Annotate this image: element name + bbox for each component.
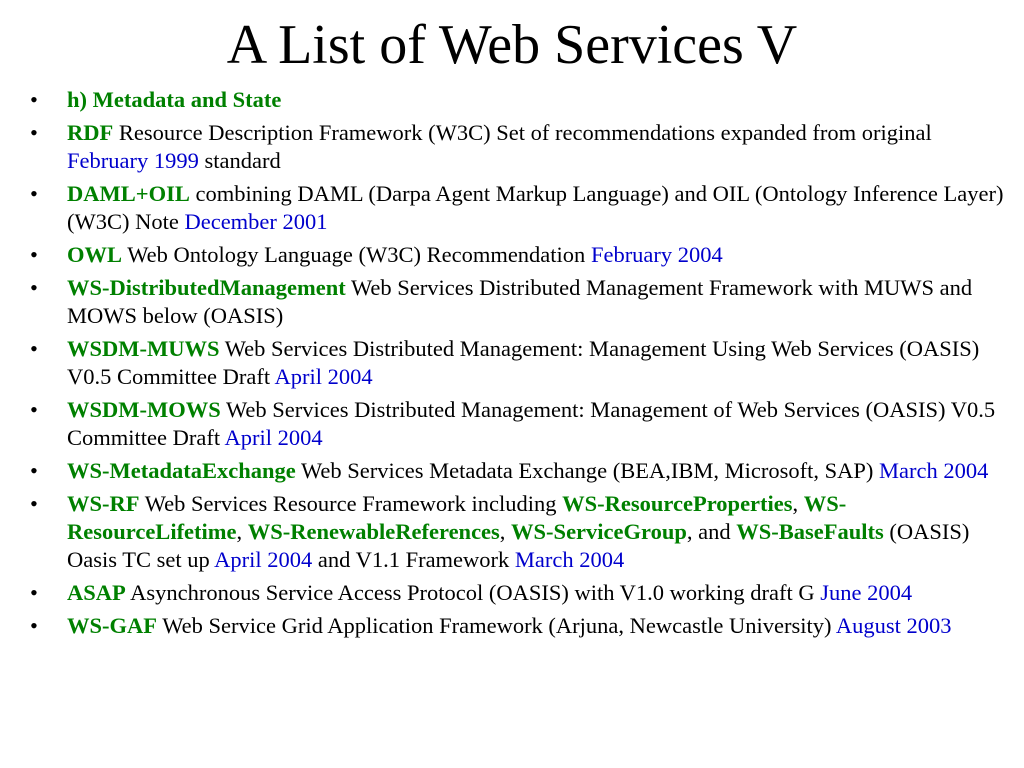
item-term: WS-GAF [67,613,157,638]
bullet-icon: • [30,87,38,112]
item-text [67,87,281,112]
item-term: WS-MetadataExchange [67,458,296,483]
item-date: February 2004 [590,242,723,267]
item-description: , and [686,519,737,544]
item-description: standard [198,148,281,173]
item-text [67,275,972,328]
item-term: OWL [67,242,123,267]
list-item [30,274,1016,330]
item-text [67,397,995,450]
item-date: April 2004 [214,547,313,572]
bullet-icon: • [30,580,38,605]
item-description: Web Service Grid Application Framework (Arjuna, Newcastle University) [157,613,836,638]
list-item [30,241,1016,269]
list-item [30,86,1016,114]
item-text [67,580,912,605]
item-term: RDF [67,120,114,145]
list-item [30,335,1016,391]
item-text [67,120,932,173]
item-date: December 2001 [184,209,328,234]
bullet-icon: • [30,181,38,206]
item-date: June 2004 [820,580,913,605]
list-item [30,579,1016,607]
item-term: WS-RenewableReferences [247,519,500,544]
item-term: WS-RF [67,491,140,516]
item-description: Web Services Distributed Management: Management of Web Services (OASIS) V0.5 Committee Draft [67,397,996,450]
item-date: April 2004 [274,364,373,389]
item-text [67,458,988,483]
item-text [67,181,1004,234]
item-term: h) Metadata and State [67,87,282,112]
bullet-icon: • [30,458,38,483]
item-description: and V1.1 Framework [312,547,515,572]
item-term: WS-ResourceLifetime [67,491,847,544]
item-description: Web Services Distributed Management Framework with MUWS and MOWS below (OASIS) [67,275,973,328]
item-description: Web Services Metadata Exchange (BEA,IBM, Microsoft, SAP) [295,458,880,483]
list-item [30,180,1016,236]
bullet-icon: • [30,336,38,361]
item-description: Web Ontology Language (W3C) Recommendation [122,242,591,267]
item-date: April 2004 [224,425,323,450]
item-term: WS-ServiceGroup [511,519,687,544]
bullet-icon: • [30,397,38,422]
bullet-icon: • [30,275,38,300]
item-date: February 1999 [67,148,199,173]
item-date: August 2003 [835,613,952,638]
item-term: ASAP [67,580,126,605]
item-description: Resource Description Framework (W3C) Set of recommendations expanded from original [113,120,932,145]
bullet-icon: • [30,242,38,267]
item-term: WS-DistributedManagement [67,275,346,300]
item-term: WSDM-MOWS [67,397,221,422]
list-item [30,490,1016,574]
item-text [67,613,952,638]
bullet-icon: • [30,491,38,516]
item-description: combining DAML (Darpa Agent Markup Language) and OIL (Ontology Inference Layer) (W3C) Note [67,181,1004,234]
item-term: WS-ResourceProperties [562,491,793,516]
item-description: Web Services Distributed Management: Management Using Web Services (OASIS) V0.5 Committee Draft [67,336,980,389]
item-description: , [792,491,804,516]
item-description: , [499,519,512,544]
item-description: Asynchronous Service Access Protocol (OASIS) with V1.0 working draft G [125,580,821,605]
list-item [30,457,1016,485]
item-term: WSDM-MUWS [67,336,220,361]
list-item [30,612,1016,640]
item-description: Web Services Resource Framework including [139,491,563,516]
item-text [67,242,723,267]
item-date: March 2004 [514,547,625,572]
item-text [67,491,969,572]
bullet-icon: • [30,120,38,145]
bullet-icon: • [30,613,38,638]
list-item [30,119,1016,175]
item-term: DAML+OIL [67,181,190,206]
list-item [30,396,1016,452]
item-text [67,336,979,389]
bullet-list [30,86,1016,645]
item-date: March 2004 [879,458,989,483]
item-term: WS-BaseFaults [736,519,884,544]
item-description: (OASIS) Oasis TC set up [67,519,970,572]
slide-title: A List of Web Services V [226,14,798,76]
item-description: , [236,519,248,544]
